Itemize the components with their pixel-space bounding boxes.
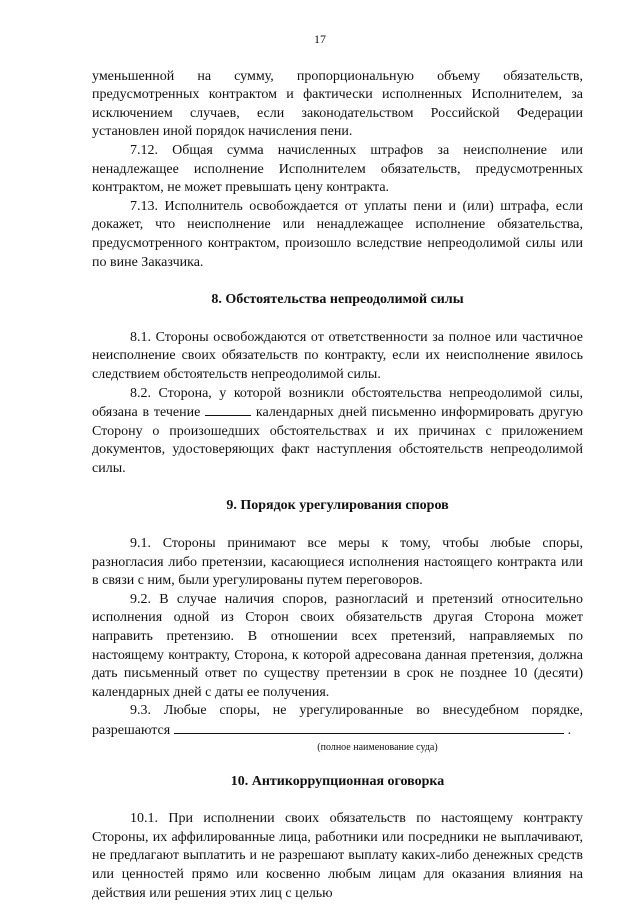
paragraph-9-3-period: . bbox=[567, 723, 572, 738]
paragraph-8-2 bbox=[92, 385, 583, 479]
paragraph-8-2-start: 8.2. Сторона, у которой возникли обстоятельства непреодолимой силы, обязана в течение bbox=[92, 385, 583, 421]
court-name-blank-field bbox=[174, 721, 564, 734]
section-9-heading: 9. Порядок урегулирования споров bbox=[226, 498, 449, 514]
paragraph-8-1: 8.1. Стороны освобождаются от ответственности за полное или частичное неисполнение своих обязательств по контракту, если их неисполнение явилось следствием обстоятельств непреодолимой силы. bbox=[92, 329, 583, 382]
paragraph-10-1: 10.1. При исполнении своих обязательств по настоящему контракту Стороны, их аффилированные лица, работники или посредники не выплачивают, не предлагают выплатить и не разрешают выплату каких-либо денежных средств или ценностей прямо или косвенно любым лицам для оказания влияния на действия или решения этих лиц с целью bbox=[92, 811, 583, 901]
paragraph-9-2: 9.2. В случае наличия споров, разногласий и претензий относительно исполнения одной из Сторон своих обязательств другая Сторона может направить претензию. В отношении всех претензий, направляемых по настоящему контракту, Сторона, к которой адресована данная претензия, должна дать письменный ответ по существу претензии в срок не позднее 10 (десяти) календарных дней с даты ее получения. bbox=[92, 591, 583, 700]
page-number: 17 bbox=[314, 32, 326, 46]
paragraph-9-1: 9.1. Стороны принимают все меры к тому, чтобы любые споры, разногласия либо претензии, касающиеся исполнения настоящего контракта или в связи с ним, были урегулированы путем переговоров. bbox=[92, 536, 583, 589]
paragraph-9-3-text: 9.3. Любые споры, не урегулированные во внесудебном порядке, разрешаются bbox=[92, 703, 583, 738]
paragraph-7-13: 7.13. Исполнитель освобождается от уплаты пени и (или) штрафа, если докажет, что неисполнение или ненадлежащее исполнение обязательства, предусмотренного контрактом, произошло вследствие непреодолимой силы или по вине Заказчика. bbox=[92, 198, 583, 270]
days-blank-field bbox=[205, 403, 251, 416]
court-name-caption: (полное наименование суда) bbox=[317, 741, 438, 753]
section-10-heading: 10. Антикоррупционная оговорка bbox=[230, 773, 445, 789]
paragraph-7-12: 7.12. Общая сумма начисленных штрафов за неисполнение или ненадлежащее исполнение Исполнителем обязательств, предусмотренных контрактом, не может превышать цену контракта. bbox=[92, 142, 583, 196]
paragraph-9-3 bbox=[92, 702, 583, 740]
section-8-heading: 8. Обстоятельства непреодолимой силы bbox=[211, 292, 464, 308]
paragraph-7-11-continuation: уменьшенной на сумму, пропорциональную объему обязательств, предусмотренных контрактом и фактически исполненных Исполнителем, за исключением случаев, если законодательством Российской Федерации установлен иной порядок начисления пени. bbox=[92, 68, 583, 140]
paragraph-8-2-end: календарных дней письменно информировать другую Сторону о произошедших обстоятельствах и их причинах с приложением документов, удостоверяющих факт наступления обстоятельств непреодолимой силы. bbox=[92, 405, 583, 476]
